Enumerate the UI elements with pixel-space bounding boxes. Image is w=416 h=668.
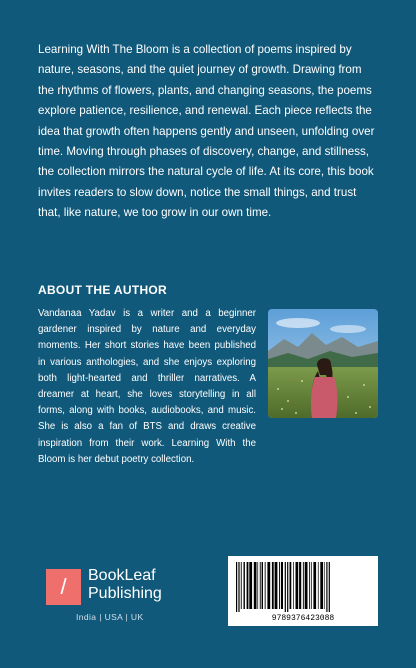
publisher-logo-mark: / xyxy=(46,569,81,605)
isbn-number: 9789376423088 xyxy=(271,614,335,623)
about-author-heading: ABOUT THE AUTHOR xyxy=(38,283,168,297)
publisher-name-line2: Publishing xyxy=(88,585,162,602)
publisher-locations: India | USA | UK xyxy=(76,612,144,622)
back-cover-blurb: Learning With The Bloom is a collection of poems inspired by nature, seasons, and the quiet journey of growth. Drawing from the rhythms of flowers, plants, and changing seasons, the poems explore patience, resilience, and renewal. Each piece reflects the idea that growth often happens gently and unseen, unfolding over time. Moving through phases of discovery, change, and stillness, the collection mirrors the natural cycle of life. At its core, this book invites readers to slow down, notice the small things, and trust that, like nature, we too grow in our own time. xyxy=(38,43,375,220)
isbn-barcode xyxy=(228,556,378,626)
publisher-name xyxy=(88,567,162,603)
publisher-logo xyxy=(46,567,162,605)
publisher-name-line1: BookLeaf xyxy=(88,567,156,584)
author-photo xyxy=(268,309,378,418)
author-bio: Vandanaa Yadav is a writer and a beginner gardener inspired by nature and everyday moments. Her short stories have been published in various anthologies, and she enjoys exploring both light-hearted and thriller narratives. A dreamer at heart, she loves storytelling in all forms, along with books, audiobooks, and music. She is also a fan of BTS and draws creative inspiration from their work. Learning With the Bloom is her debut poetry collection. xyxy=(38,308,256,465)
